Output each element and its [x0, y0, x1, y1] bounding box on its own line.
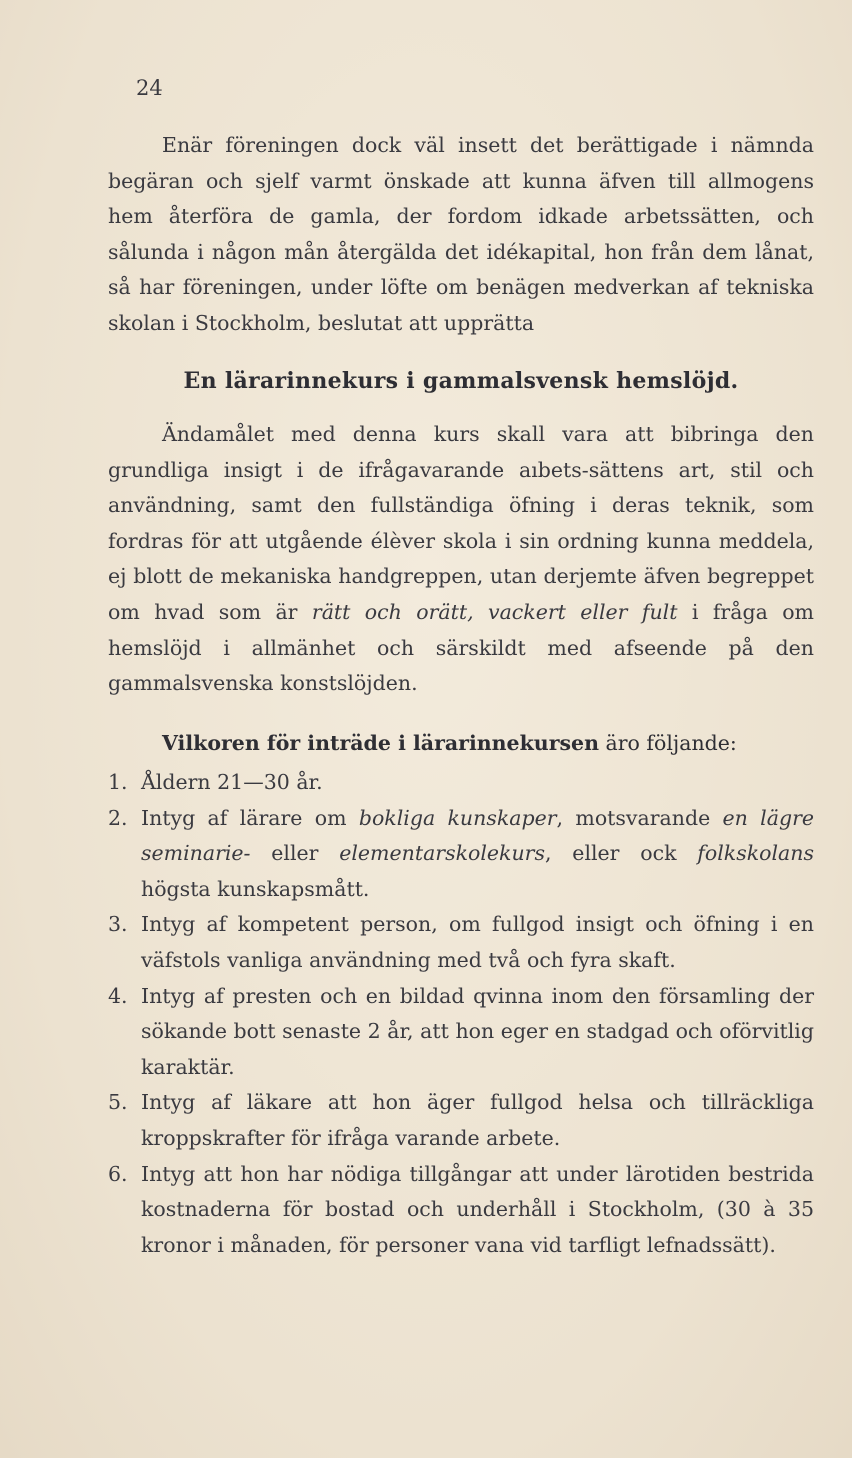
conditions-heading-rest: äro följande: [599, 731, 737, 755]
conditions-heading [162, 731, 737, 755]
purpose-text-2: i fråga om hemslöjd i allmänhet och särskildt med afseende på den gammalsvenska konstslöjden. [108, 599, 814, 696]
condition-text: Intyg af presten och en bildad qvinna inom den församling der sökande bott senaste 2 år, att hon eger en stadgad och oförvitlig karaktär. [141, 983, 814, 1079]
page-number: 24 [136, 76, 163, 100]
condition-text-part: högsta kunskapsmått. [141, 876, 370, 901]
condition-italic-part: bokliga kunskaper [358, 805, 557, 830]
condition-text: Intyg af läkare att hon äger fullgod helsa och tillräckliga kroppskrafter för ifråga varande arbete. [141, 1090, 814, 1150]
purpose-text-1: Ändamålet med denna kurs skall vara att bibringa den grundliga insigt i de ifrågavarande aıbets-sättens art, stil och användning, samt den fullständiga öfning i deras teknik, som fordras för att utgående élèver skola i sin ordning kunna meddela, ej blott de mekaniska handgreppen, utan derjemte äfven begreppet om hvad som är [108, 422, 814, 624]
condition-text: Intyg af kompetent person, om fullgod insigt och öfning i en väfstols vanliga användning med två och fyra skaft. [141, 912, 814, 972]
condition-text-part: , eller ock [545, 841, 698, 866]
course-heading: En lärarinnekurs i gammalsvensk hemslöjd. [183, 368, 739, 394]
condition-italic-part: elementarskolekurs [339, 841, 546, 866]
condition-number: 3. [108, 912, 128, 937]
condition-italic-part: en lägre seminarie- [141, 805, 814, 866]
intro-paragraph: Enär föreningen dock väl insett det berättigade i nämnda begäran och sjelf varmt önskade att kunna äfven till allmogens hem återföra de gamla, der fordom idkade arbetssätten, och sålunda i någon mån återgälda det idékapital, hon från dem lånat, så har föreningen, under löfte om benägen medverkan af tekniska skolan i Stockholm, beslutat att upprätta [108, 133, 814, 335]
conditions-heading-bold: Vilkoren för inträde i lärarinnekursen [162, 731, 599, 755]
condition-text: Åldern 21—30 år. [141, 770, 323, 794]
condition-number: 6. [108, 1161, 128, 1186]
condition-number: 4. [108, 983, 128, 1008]
condition-text-part: eller [250, 841, 340, 866]
condition-text-part: Intyg af lärare om [141, 805, 359, 830]
condition-item [108, 765, 814, 801]
condition-item [108, 1157, 814, 1264]
condition-item [108, 979, 814, 1086]
condition-number: 2. [108, 805, 128, 830]
purpose-paragraph-block [108, 417, 814, 702]
condition-italic-part: folkskolans [697, 841, 814, 866]
condition-item [108, 801, 814, 908]
condition-text-part: , motsvarande [556, 805, 723, 830]
condition-item [108, 907, 814, 978]
condition-item [108, 1085, 814, 1156]
purpose-italic-phrase: rätt och orätt, vackert eller fult [311, 599, 678, 624]
condition-number: 1. [108, 770, 128, 794]
purpose-paragraph [108, 417, 814, 702]
intro-paragraph-block [108, 128, 814, 342]
conditions-list [108, 765, 814, 1263]
condition-text: Intyg att hon har nödiga tillgångar att under lärotiden bestrida kostnaderna för bostad och underhåll i Stockholm, (30 à 35 kronor i månaden, för personer vana vid tarfligt lefnadssätt). [141, 1161, 814, 1257]
condition-number: 5. [108, 1090, 128, 1115]
